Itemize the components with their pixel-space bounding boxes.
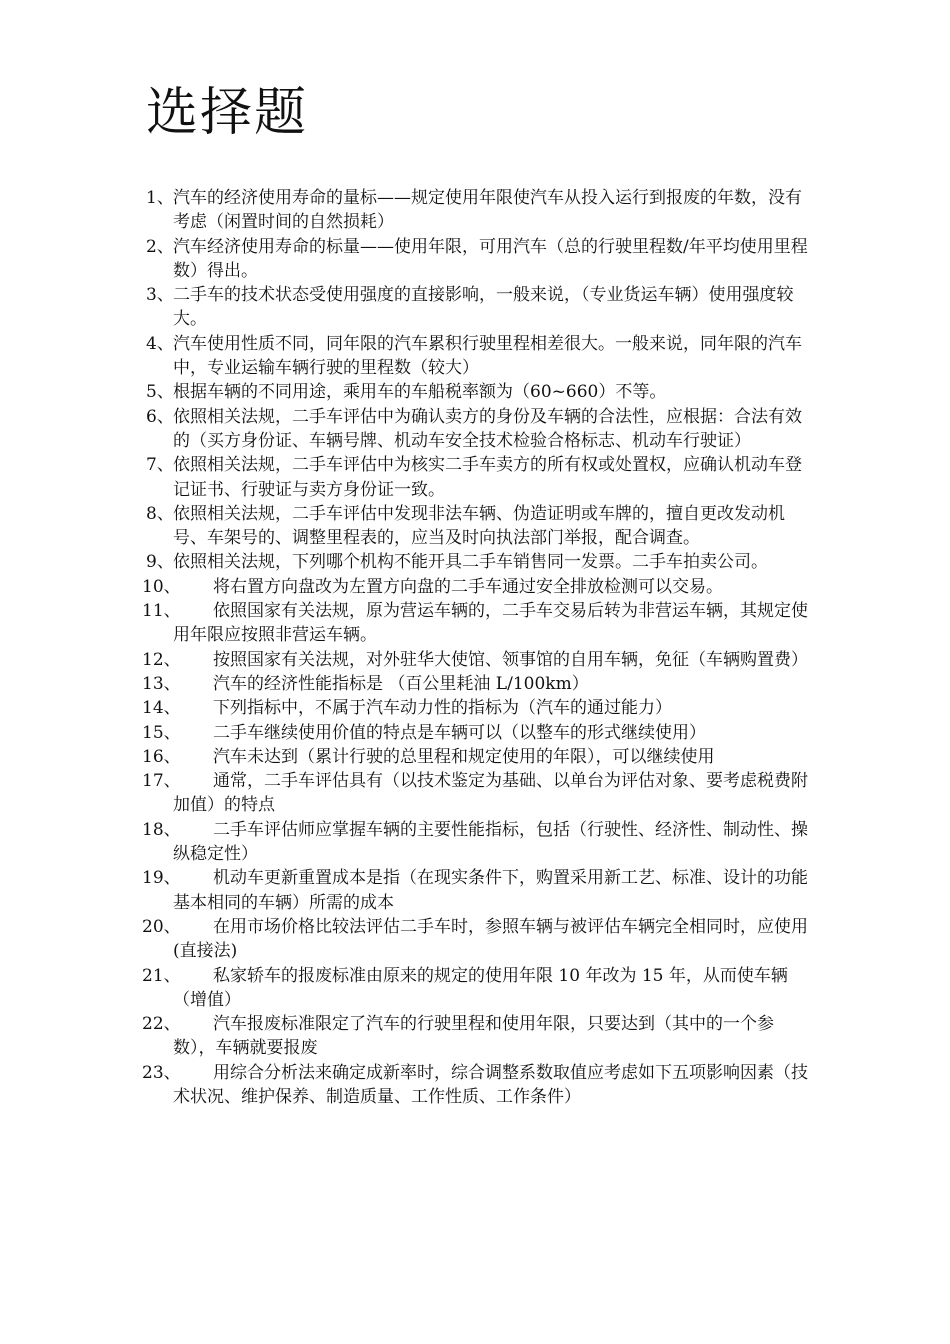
item-number: 6、 — [146, 406, 174, 427]
item-text: 二手车的技术状态受使用强度的直接影响，一般来说，（专业货运车辆）使用强度较大。 — [173, 285, 794, 330]
item-text: 依照相关法规，二手车评估中为核实二手车卖方的所有权或处置权，应确认机动车登记证书、行驶证与卖方身份证一致。 — [173, 455, 802, 500]
list-item — [142, 696, 810, 720]
page-title: 选择题 — [146, 83, 309, 143]
item-text: 依照相关法规，二手车评估中发现非法车辆、伪造证明或车牌的，擅自更改发动机号、车架号的、调整里程表的，应当及时向执法部门举报，配合调查。 — [173, 503, 785, 549]
item-text: 私家轿车的报废标准由原来的规定的使用年限 10 年改为 15 年，从而使车辆（增值） — [173, 965, 788, 1010]
item-text: 依照国家有关法规，原为营运车辆的，二手车交易后转为非营运车辆，其规定使用年限应按照非营运车辆。 — [173, 601, 808, 646]
list-item — [142, 866, 810, 915]
list-item — [142, 672, 810, 696]
item-number: 19、 — [142, 868, 181, 889]
list-item — [142, 769, 810, 818]
item-text: 按照国家有关法规，对外驻华大使馆、领事馆的自用车辆，免征（车辆购置费） — [213, 649, 808, 670]
item-number: 3、 — [146, 285, 174, 306]
item-number: 1、 — [146, 188, 174, 208]
list-item — [142, 964, 810, 1013]
item-text: 汽车经济使用寿命的标量——使用年限，可用汽车（总的行驶里程数/年平均使用里程数）得出。 — [173, 236, 808, 281]
item-text: 用综合分析法来确定成新率时，综合调整系数取值应考虑如下五项影响因素（技术状况、维护保养、制造质量、工作性质、工作条件） — [173, 1062, 808, 1107]
item-number: 12、 — [142, 649, 181, 670]
list-item — [146, 235, 810, 284]
item-text: 二手车继续使用价值的特点是车辆可以（以整车的形式继续使用） — [213, 722, 706, 743]
list-item — [146, 186, 810, 235]
item-text: 二手车评估师应掌握车辆的主要性能指标，包括（行驶性、经济性、制动性、操纵稳定性） — [173, 819, 808, 865]
item-text: 机动车更新重置成本是指（在现实条件下，购置采用新工艺、标准、设计的功能基本相同的车辆）所需的成本 — [173, 868, 808, 913]
item-text: 依照相关法规，下列哪个机构不能开具二手车销售同一发票。二手车拍卖公司。 — [173, 552, 768, 573]
item-text: 通常，二手车评估具有（以技术鉴定为基础、以单台为评估对象、要考虑税费附加值）的特点 — [173, 771, 808, 816]
item-text: 在用市场价格比较法评估二手车时，参照车辆与被评估车辆完全相同时，应使用(直接法) — [173, 916, 808, 962]
item-number: 15、 — [142, 722, 181, 743]
item-number: 5、 — [146, 382, 174, 403]
item-number: 20、 — [142, 916, 181, 937]
list-item — [142, 745, 810, 769]
item-number: 9、 — [146, 552, 174, 573]
list-item — [146, 550, 810, 574]
item-number: 14、 — [142, 698, 181, 719]
list-item — [142, 648, 810, 672]
item-number: 7、 — [146, 455, 174, 476]
list-item — [146, 405, 810, 454]
list-item — [142, 818, 810, 867]
item-number: 11、 — [142, 601, 181, 622]
item-text: 依照相关法规，二手车评估中为确认卖方的身份及车辆的合法性，应根据：合法有效的（买方身份证、车辆号牌、机动车安全技术检验合格标志、机动车行驶证） — [173, 406, 802, 451]
item-number: 23、 — [142, 1062, 181, 1083]
list-item — [142, 1012, 810, 1061]
list-item — [146, 502, 810, 551]
item-text: 汽车未达到（累计行驶的总里程和规定使用的年限），可以继续使用 — [213, 746, 715, 767]
item-number: 18、 — [142, 819, 181, 840]
item-text: 汽车使用性质不同，同年限的汽车累积行驶里程相差很大。一般来说，同年限的汽车中，专业运输车辆行驶的里程数（较大） — [173, 333, 802, 379]
item-text: 将右置方向盘改为左置方向盘的二手车通过安全排放检测可以交易。 — [213, 576, 723, 597]
item-text: 汽车的经济使用寿命的量标——规定使用年限使汽车从投入运行到报废的年数，没有考虑（闲置时间的自然损耗） — [173, 188, 802, 233]
list-item — [146, 380, 810, 404]
item-text: 汽车报废标准限定了汽车的行驶里程和使用年限，只要达到（其中的一个参数），车辆就要报废 — [173, 1014, 774, 1059]
list-item — [142, 1061, 810, 1110]
item-number: 22、 — [142, 1014, 181, 1035]
list-item — [142, 915, 810, 964]
list-item — [142, 599, 810, 648]
item-number: 4、 — [146, 333, 174, 354]
item-number: 16、 — [142, 746, 181, 767]
item-number: 8、 — [146, 503, 174, 524]
item-text: 汽车的经济性能指标是 （百公里耗油 L/100km） — [213, 673, 589, 694]
item-number: 17、 — [142, 771, 181, 792]
list-item — [146, 283, 810, 332]
list-item — [146, 332, 810, 381]
item-number: 10、 — [142, 576, 181, 597]
item-text: 下列指标中，不属于汽车动力性的指标为（汽车的通过能力） — [213, 698, 672, 719]
item-number: 13、 — [142, 673, 181, 694]
list-item — [142, 575, 810, 599]
item-number: 21、 — [142, 965, 181, 986]
item-number: 2、 — [146, 236, 174, 257]
list-item — [146, 453, 810, 502]
item-text: 根据车辆的不同用途，乘用车的车船税率额为（60~660）不等。 — [173, 382, 667, 403]
question-list — [142, 186, 810, 1109]
list-item — [142, 721, 810, 745]
